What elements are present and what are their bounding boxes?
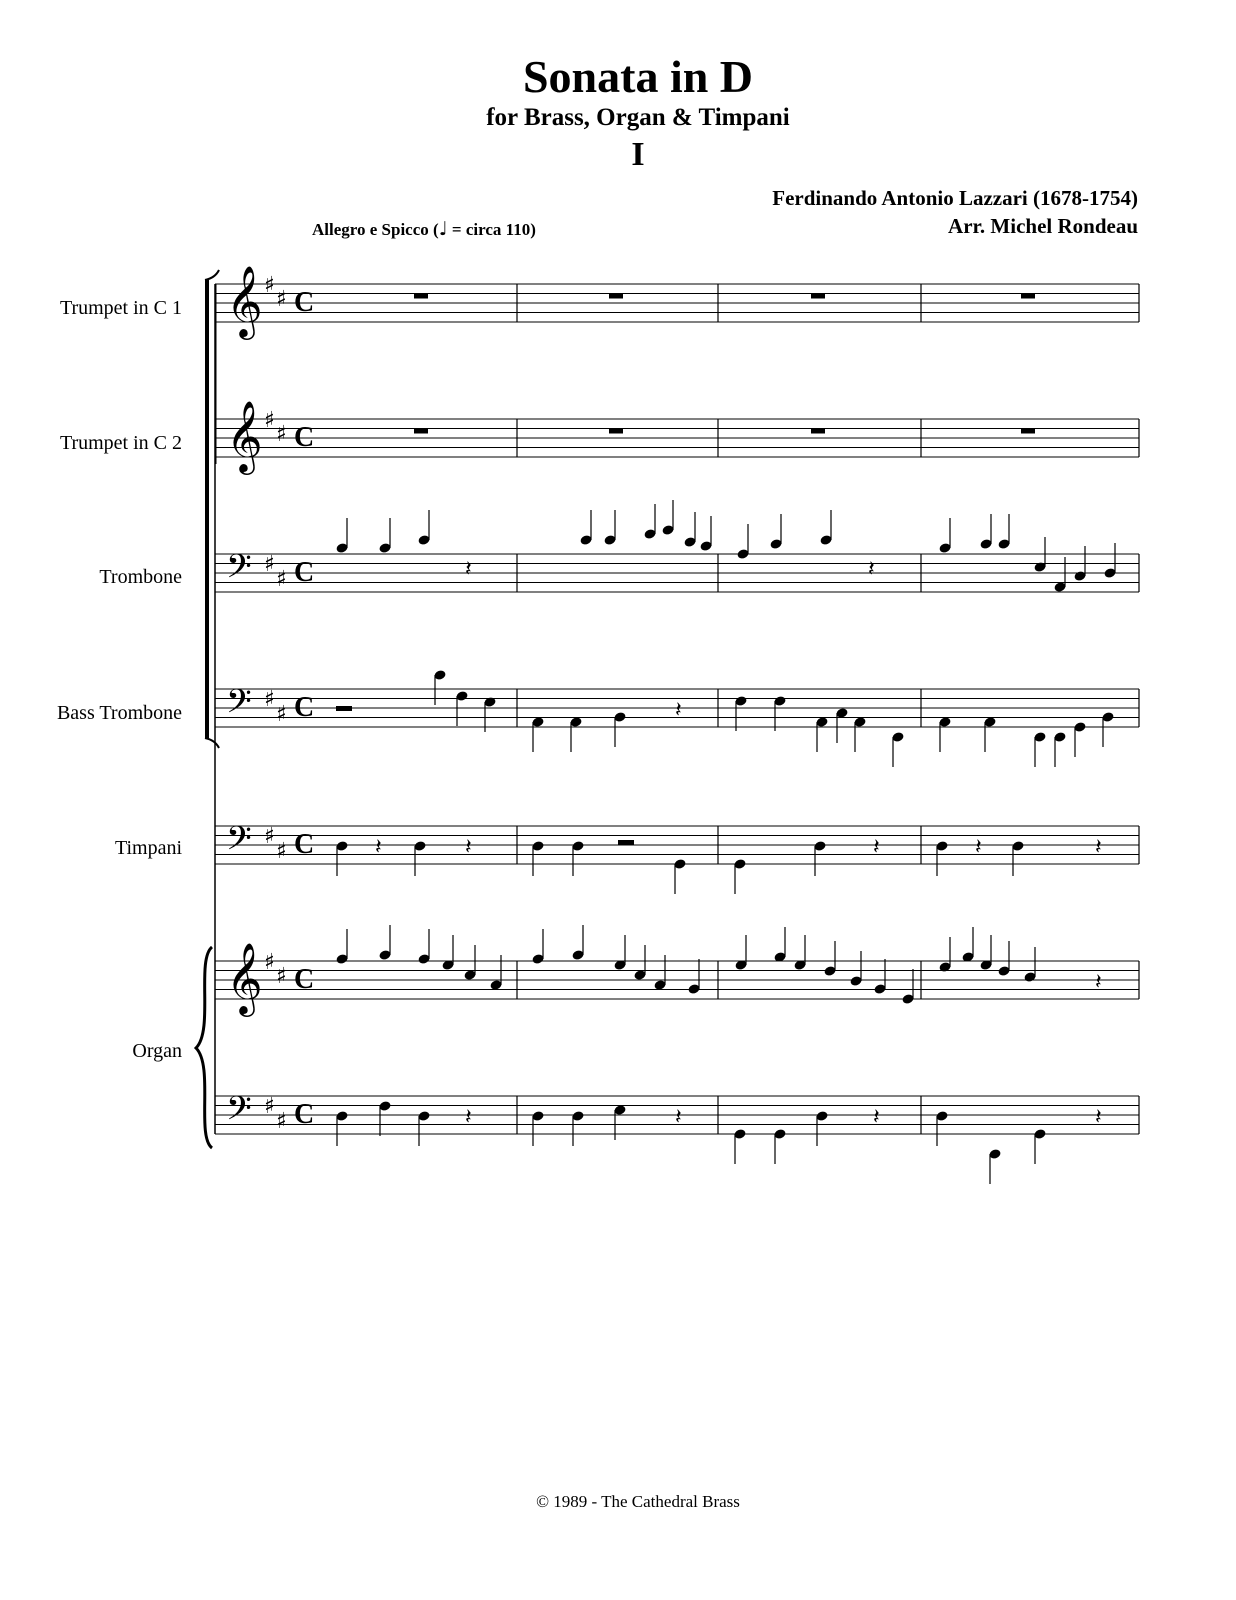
whole-rest [609, 429, 623, 434]
organ-brace [196, 947, 212, 1148]
bass-clef-icon: 𝄢 [226, 548, 252, 594]
copyright-footer: © 1989 - The Cathedral Brass [536, 1492, 740, 1511]
sharp-icon: ♯ [264, 552, 275, 577]
quarter-rest-icon: 𝄽 [465, 557, 472, 582]
quarter-rest-icon: 𝄽 [975, 835, 982, 860]
treble-clef-icon: 𝄞 [226, 941, 263, 1014]
bracket-cap [205, 738, 219, 748]
common-time-icon: C [294, 829, 315, 860]
score-subtitle: for Brass, Organ & Timpani [486, 104, 790, 131]
tempo-prefix: Allegro e Spicco ( [312, 220, 439, 239]
label-trumpet-2: Trumpet in C 2 [59, 432, 182, 454]
bass-clef-icon: 𝄢 [226, 1090, 252, 1136]
sharp-icon: ♯ [264, 408, 275, 433]
treble-clef-icon: 𝄞 [226, 399, 263, 472]
sharp-icon: ♯ [276, 1109, 287, 1134]
composer-credit: Ferdinando Antonio Lazzari (1678-1754) [772, 186, 1138, 210]
label-timpani: Timpani [114, 837, 182, 859]
quarter-rest-icon: 𝄽 [465, 1105, 472, 1130]
sharp-icon: ♯ [264, 273, 275, 298]
whole-rest [811, 294, 825, 299]
common-time-icon: C [294, 1099, 315, 1130]
whole-rest [609, 294, 623, 299]
notes [335, 294, 1116, 1185]
bass-clef-icon: 𝄢 [226, 683, 252, 729]
quarter-rest-icon: 𝄽 [675, 698, 682, 723]
sharp-icon: ♯ [264, 950, 275, 975]
label-trombone: Trombone [99, 566, 182, 588]
quarter-rest-icon: 𝄽 [375, 835, 382, 860]
treble-clef-icon: 𝄞 [226, 264, 263, 337]
tempo-suffix: = circa 110) [447, 220, 536, 239]
sharp-icon: ♯ [276, 964, 287, 989]
common-time-icon: C [294, 557, 315, 588]
common-time-icon: C [294, 422, 315, 453]
whole-rest [414, 429, 428, 434]
bass-clef-icon: 𝄢 [226, 820, 252, 866]
quarter-rest-icon: 𝄽 [1095, 835, 1102, 860]
sharp-icon: ♯ [264, 1094, 275, 1119]
quarter-rest-icon: 𝄽 [873, 835, 880, 860]
quarter-note-icon: ♩ [438, 218, 448, 240]
bracket-cap [205, 270, 219, 280]
sharp-icon: ♯ [276, 422, 287, 447]
sharp-icon: ♯ [264, 824, 275, 849]
half-rest [618, 840, 634, 845]
quarter-rest-icon: 𝄽 [1095, 1105, 1102, 1130]
quarter-rest-icon: 𝄽 [868, 557, 875, 582]
score-title: Sonata in D [522, 51, 754, 102]
sharp-icon: ♯ [276, 839, 287, 864]
label-bass-trombone: Bass Trombone [56, 702, 182, 724]
common-time-icon: C [294, 692, 315, 723]
quarter-rest-icon: 𝄽 [465, 835, 472, 860]
label-organ: Organ [132, 1040, 182, 1062]
whole-rest [414, 294, 428, 299]
common-time-icon: C [294, 287, 315, 318]
label-trumpet-1: Trumpet in C 1 [59, 297, 182, 319]
whole-rest [1021, 429, 1035, 434]
movement-number: I [631, 136, 645, 173]
sharp-icon: ♯ [264, 687, 275, 712]
whole-rest [1021, 294, 1035, 299]
arranger-credit: Arr. Michel Rondeau [948, 214, 1138, 238]
quarter-rest-icon: 𝄽 [1095, 970, 1102, 995]
sharp-icon: ♯ [276, 702, 287, 727]
quarter-rest-icon: 𝄽 [873, 1105, 880, 1130]
brass-bracket [205, 280, 209, 738]
half-rest [336, 706, 352, 711]
whole-rest [811, 429, 825, 434]
sharp-icon: ♯ [276, 567, 287, 592]
instrument-labels [57, 297, 182, 1062]
common-time-icon: C [294, 964, 315, 995]
sharp-icon: ♯ [276, 287, 287, 312]
quarter-rest-icon: 𝄽 [675, 1105, 682, 1130]
